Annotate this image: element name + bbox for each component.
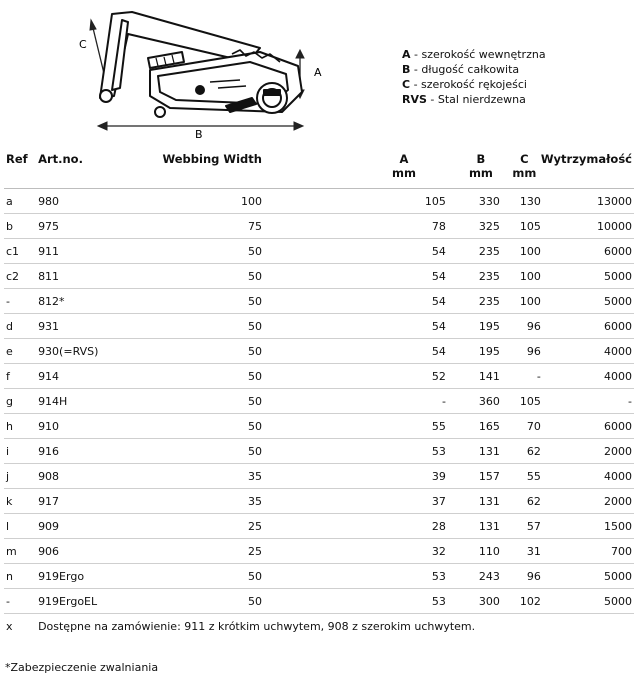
- cell-ref: j: [4, 464, 38, 489]
- cell-a: 54: [262, 289, 446, 314]
- cell-a: 53: [262, 439, 446, 464]
- cell-a: 39: [262, 464, 446, 489]
- cell-ref: d: [4, 314, 38, 339]
- cell-b: 360: [446, 389, 500, 414]
- table-row: [4, 564, 634, 589]
- cell-a: 54: [262, 264, 446, 289]
- table-row: [4, 289, 634, 314]
- header-c: [500, 152, 541, 189]
- cell-strength: -: [541, 389, 634, 414]
- cell-webbing-width: 50: [122, 364, 262, 389]
- cell-art-no: 980: [38, 189, 122, 214]
- cell-c: 130: [500, 189, 541, 214]
- table-row: [4, 464, 634, 489]
- legend-key: A: [402, 48, 411, 61]
- header-b-label: B: [476, 152, 486, 166]
- table-row: [4, 489, 634, 514]
- header-a: [262, 152, 446, 189]
- cell-strength: 2000: [541, 439, 634, 464]
- cell-art-no: 811: [38, 264, 122, 289]
- cell-webbing-width: 35: [122, 489, 262, 514]
- table-row: [4, 214, 634, 239]
- cell-b: 235: [446, 239, 500, 264]
- legend-item-a: [402, 47, 546, 62]
- header-a-unit: mm: [392, 166, 416, 180]
- cell-strength: 10000: [541, 214, 634, 239]
- cell-c: 57: [500, 514, 541, 539]
- cell-a: 53: [262, 589, 446, 614]
- cell-strength: 700: [541, 539, 634, 564]
- cell-strength: 2000: [541, 489, 634, 514]
- cell-webbing-width: 50: [122, 564, 262, 589]
- cell-strength: 5000: [541, 589, 634, 614]
- header-b-unit: mm: [468, 166, 493, 180]
- cell-art-no: 930(=RVS): [38, 339, 122, 364]
- cell-webbing-width: 50: [122, 239, 262, 264]
- cell-strength: 4000: [541, 464, 634, 489]
- legend-item-rvs: [402, 92, 546, 107]
- cell-strength: 13000: [541, 189, 634, 214]
- cell-b: 235: [446, 289, 500, 314]
- legend-text: - długość całkowita: [410, 63, 520, 76]
- cell-webbing-width: 75: [122, 214, 262, 239]
- cell-b: 131: [446, 489, 500, 514]
- cell-c: 55: [500, 464, 541, 489]
- cell-b: 195: [446, 314, 500, 339]
- table-header-row: [4, 152, 634, 189]
- table-row: [4, 189, 634, 214]
- cell-ref: b: [4, 214, 38, 239]
- cell-b: 110: [446, 539, 500, 564]
- legend-item-c: [402, 77, 546, 92]
- cell-a: 105: [262, 189, 446, 214]
- cell-art-no: 906: [38, 539, 122, 564]
- cell-ref: g: [4, 389, 38, 414]
- cell-art-no: 914H: [38, 389, 122, 414]
- header-strength: Wytrzymałość: [541, 152, 634, 189]
- cell-webbing-width: 25: [122, 514, 262, 539]
- cell-strength: 1500: [541, 514, 634, 539]
- label-c: C: [79, 38, 87, 51]
- cell-ref: c1: [4, 239, 38, 264]
- table-row: [4, 539, 634, 564]
- cell-c: 100: [500, 289, 541, 314]
- cell-ref: h: [4, 414, 38, 439]
- cell-ref: e: [4, 339, 38, 364]
- legend-text: - szerokość rękojeści: [410, 78, 527, 91]
- cell-ref: f: [4, 364, 38, 389]
- table-row: [4, 264, 634, 289]
- cell-strength: 5000: [541, 264, 634, 289]
- cell-a: 32: [262, 539, 446, 564]
- cell-art-no: 919ErgoEL: [38, 589, 122, 614]
- cell-webbing-width: 50: [122, 339, 262, 364]
- table-row: [4, 239, 634, 264]
- header-b: [446, 152, 500, 189]
- cell-webbing-width: 35: [122, 464, 262, 489]
- table-row: [4, 389, 634, 414]
- cell-ref: -: [4, 289, 38, 314]
- cell-webbing-width: 50: [122, 589, 262, 614]
- legend-text: - Stal nierdzewna: [426, 93, 526, 106]
- cell-webbing-width: 50: [122, 414, 262, 439]
- cell-ref: a: [4, 189, 38, 214]
- cell-c: 105: [500, 389, 541, 414]
- cell-strength: 4000: [541, 339, 634, 364]
- ratchet-illustration: [100, 12, 302, 117]
- cell-art-no: 916: [38, 439, 122, 464]
- cell-b: 157: [446, 464, 500, 489]
- cell-c: 102: [500, 589, 541, 614]
- legend-text: - szerokość wewnętrzna: [410, 48, 546, 61]
- footnote: *Zabezpieczenie zwalniania: [5, 661, 159, 674]
- cell-b: 195: [446, 339, 500, 364]
- note-ref: x: [6, 619, 13, 633]
- cell-ref: -: [4, 589, 38, 614]
- cell-b: 141: [446, 364, 500, 389]
- cell-c: 96: [500, 314, 541, 339]
- cell-a: 54: [262, 239, 446, 264]
- cell-ref: m: [4, 539, 38, 564]
- cell-art-no: 975: [38, 214, 122, 239]
- cell-c: 70: [500, 414, 541, 439]
- cell-webbing-width: 100: [122, 189, 262, 214]
- cell-ref: n: [4, 564, 38, 589]
- cell-strength: 4000: [541, 364, 634, 389]
- cell-ref: l: [4, 514, 38, 539]
- cell-a: 55: [262, 414, 446, 439]
- header-art-no: Art.no.: [38, 152, 122, 189]
- header-c-unit: mm: [512, 166, 537, 180]
- label-b: B: [195, 128, 203, 141]
- legend-key: RVS: [402, 93, 427, 106]
- table-row: [4, 364, 634, 389]
- header-c-label: C: [520, 152, 529, 166]
- legend-key: B: [402, 63, 411, 76]
- table-row: [4, 314, 634, 339]
- cell-b: 330: [446, 189, 500, 214]
- cell-b: 243: [446, 564, 500, 589]
- cell-c: 96: [500, 564, 541, 589]
- header-a-label: A: [399, 152, 409, 166]
- cell-a: 37: [262, 489, 446, 514]
- cell-strength: 6000: [541, 414, 634, 439]
- cell-a: 78: [262, 214, 446, 239]
- cell-webbing-width: 25: [122, 539, 262, 564]
- cell-c: 62: [500, 439, 541, 464]
- cell-b: 325: [446, 214, 500, 239]
- table-row: [4, 439, 634, 464]
- cell-art-no: 917: [38, 489, 122, 514]
- cell-c: 62: [500, 489, 541, 514]
- cell-c: 105: [500, 214, 541, 239]
- cell-ref: k: [4, 489, 38, 514]
- cell-art-no: 909: [38, 514, 122, 539]
- cell-c: 31: [500, 539, 541, 564]
- cell-c: 100: [500, 239, 541, 264]
- cell-webbing-width: 50: [122, 439, 262, 464]
- cell-webbing-width: 50: [122, 314, 262, 339]
- note-text: Dostępne na zamówienie: 911 z krótkim uchwytem, 908 z szerokim uchwytem.: [38, 619, 476, 633]
- cell-b: 165: [446, 414, 500, 439]
- cell-a: 54: [262, 314, 446, 339]
- cell-strength: 6000: [541, 314, 634, 339]
- cell-strength: 5000: [541, 289, 634, 314]
- spec-table: [4, 152, 634, 638]
- header-ref: Ref: [4, 152, 38, 189]
- cell-b: 131: [446, 514, 500, 539]
- cell-b: 131: [446, 439, 500, 464]
- table-body: [4, 189, 634, 614]
- cell-c: -: [500, 364, 541, 389]
- header-webbing-width: Webbing Width: [122, 152, 262, 189]
- cell-art-no: 919Ergo: [38, 564, 122, 589]
- cell-strength: 5000: [541, 564, 634, 589]
- cell-art-no: 931: [38, 314, 122, 339]
- cell-ref: i: [4, 439, 38, 464]
- cell-a: -: [262, 389, 446, 414]
- table-row: [4, 589, 634, 614]
- label-a: A: [314, 66, 322, 79]
- cell-a: 53: [262, 564, 446, 589]
- table-row: [4, 514, 634, 539]
- cell-ref: c2: [4, 264, 38, 289]
- dimension-legend: [402, 47, 546, 107]
- cell-art-no: 911: [38, 239, 122, 264]
- table-row: [4, 339, 634, 364]
- cell-c: 100: [500, 264, 541, 289]
- table-row: [4, 414, 634, 439]
- cell-webbing-width: 50: [122, 289, 262, 314]
- table-note-row: [4, 614, 634, 639]
- cell-b: 300: [446, 589, 500, 614]
- cell-art-no: 812*: [38, 289, 122, 314]
- cell-a: 28: [262, 514, 446, 539]
- legend-item-b: [402, 62, 546, 77]
- cell-webbing-width: 50: [122, 264, 262, 289]
- cell-a: 54: [262, 339, 446, 364]
- legend-key: C: [402, 78, 411, 91]
- cell-art-no: 914: [38, 364, 122, 389]
- cell-a: 52: [262, 364, 446, 389]
- cell-c: 96: [500, 339, 541, 364]
- cell-strength: 6000: [541, 239, 634, 264]
- cell-webbing-width: 50: [122, 389, 262, 414]
- cell-b: 235: [446, 264, 500, 289]
- cell-art-no: 910: [38, 414, 122, 439]
- cell-art-no: 908: [38, 464, 122, 489]
